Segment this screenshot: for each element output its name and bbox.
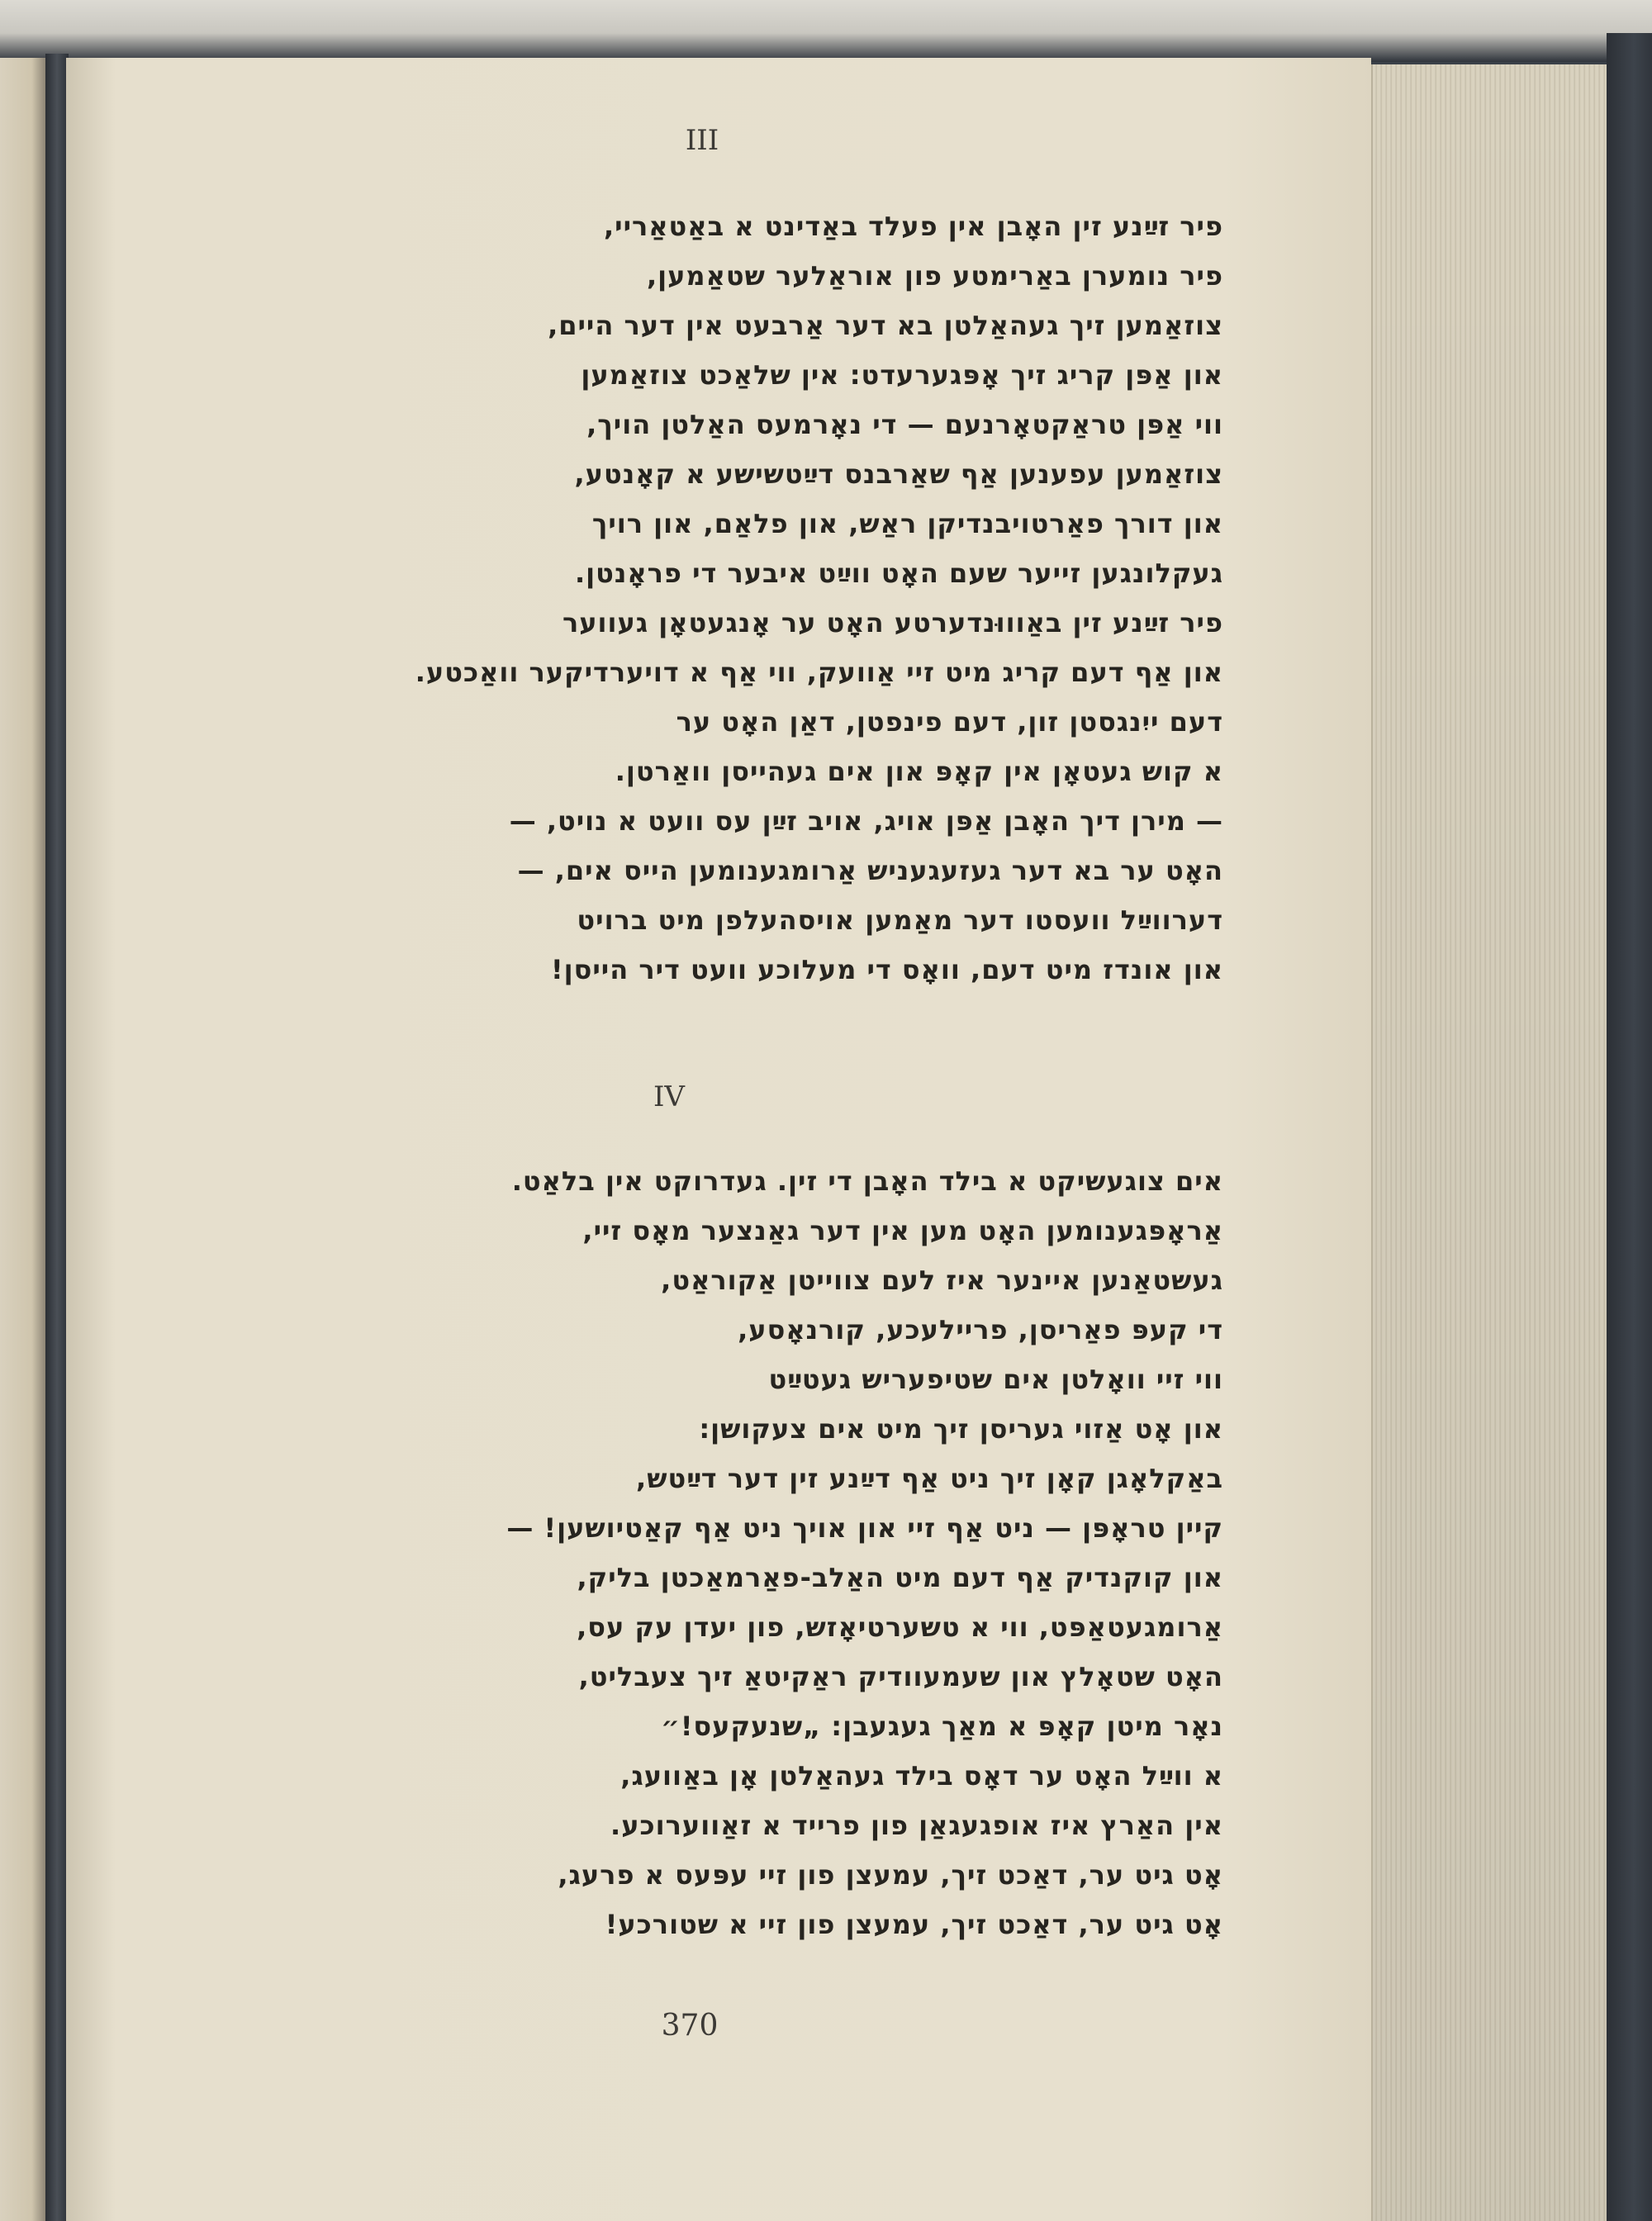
section-number-three: III (685, 124, 719, 157)
verse-line: א קוש געטאָן אין קאָפּ און אים געהייסן וואַרטן. (615, 756, 1223, 787)
verse-line: נאָר מיטן קאָפּ א מאַך געגעבן: „שנעקעס!״ (661, 1711, 1223, 1742)
verse-line: און אָט אַזוי געריסן זיך מיט אים צעקושן: (699, 1413, 1223, 1445)
verse-line: האָט ער בא דער געזעגעניש אַרומגענומען הייס אים, — (517, 855, 1223, 886)
verse-line: דעם ייִנגסטן זון, דעם פינפטן, דאַן האָט ער (676, 706, 1223, 738)
verse-line: אָט גיט ער, דאַכט זיך, עמעצן פון זיי עפּעס א פרעג, (558, 1859, 1223, 1891)
verse-line: קיין טראָפּן — ניט אַף זיי און אויך ניט אַף קאַטיושען! — (506, 1512, 1223, 1544)
section-number-four: IV (653, 1080, 685, 1113)
verse-line: פיר זײַנע זין באַוווּנדערטע האָט ער אָנגעטאָן געווער (562, 607, 1223, 638)
verse-line: אָט גיט ער, דאַכט זיך, עמעצן פון זיי א שטורכע! (605, 1909, 1223, 1940)
verse-line: ווי זיי וואָלטן אים שטיפעריש געטײַט (768, 1364, 1223, 1395)
verse-line: און אַף דעם קריג מיט זיי אַוועק, ווי אַף א דויערדיקער וואַכטע. (415, 657, 1223, 688)
verse-line: א ווײַל האָט ער דאָס בילד געהאַלטן אָן באַוועג, (620, 1760, 1223, 1792)
poem-section-four (506, 1156, 1223, 1949)
verse-line: צוזאַמען עפענען אַף שאַרבנס דײַטשישע א קאָנטע, (574, 458, 1223, 490)
verse-line: און קוקנדיק אַף דעם מיט האַלב-פאַרמאַכטן בליק, (577, 1562, 1223, 1593)
verse-line: אים צוגעשיקט א בילד האָבן די זין. געדרוקט אין בלאַט. (511, 1165, 1223, 1197)
verse-line: און אונדז מיט דעם, וואָס די מעלוכע וועט דיר הייסן! (551, 954, 1223, 985)
verse-line: דערווײַל וועסטו דער מאַמען אויסהעלפן מיט ברויט (577, 904, 1223, 936)
scan-top-edge (0, 0, 1652, 62)
verse-line: אַראָפּגענומען האָט מען אין דער גאַנצער מאָס זיי, (582, 1215, 1223, 1246)
verse-line: פיר זײַנע זין האָבן אין פעלד באַדינט א באַטאַריי, (603, 211, 1223, 242)
verse-line: די קעפּ פאַריסן, פריילעכע, קורנאָסע, (738, 1314, 1223, 1345)
page-block-edge (1371, 64, 1608, 2221)
verse-line: און דורך פאַרטויבנדיקן ראַש, און פלאַם, און רויך (591, 508, 1223, 539)
verse-line: — מירן דיך האָבן אַפּן אויג, אויב זײַן עס וועט א נויט, — (509, 805, 1223, 837)
verse-line: צוזאַמען זיך געהאַלטן בא דער אַרבעט אין דער היים, (548, 310, 1223, 341)
verse-line: געקלונגען זייער שעם האָט ווײַט איבער די פראָנטן. (574, 558, 1223, 589)
book-gutter (45, 54, 69, 2221)
verse-line: געשטאַנען איינער איז לעם צווייטן אַקוראַט, (661, 1265, 1223, 1296)
verse-line: פיר נומערן באַרימטע פון אוראַלער שטאַמען, (646, 260, 1223, 292)
poem-section-three (415, 202, 1223, 994)
verse-line: און אַפּן קריג זיך אָפּגערעדט: אין שלאַכט צוזאַמען (581, 359, 1223, 391)
verse-line: אַרומגעטאַפּט, ווי א טשערטיאָזש, פון יעדן עק עס, (577, 1611, 1223, 1643)
page-number: 370 (661, 2009, 719, 2043)
verse-line: ווי אַפּן טראַקטאָרנעם — די נאָרמעס האַלטן הויך, (586, 409, 1223, 440)
facing-page-edge (0, 58, 45, 2221)
verse-line: האָט שטאָלץ און שעמעוודיק ראַקיטאַ זיך צעבליט, (578, 1661, 1223, 1692)
book-cover-edge (1607, 33, 1652, 2221)
verse-line: באַקלאָגן קאָן זיך ניט אַף דײַנע זין דער דײַטש, (636, 1463, 1223, 1494)
verse-line: אין האַרץ איז אופגעגאַן פון פרייד א זאַווערוכע. (610, 1810, 1223, 1841)
